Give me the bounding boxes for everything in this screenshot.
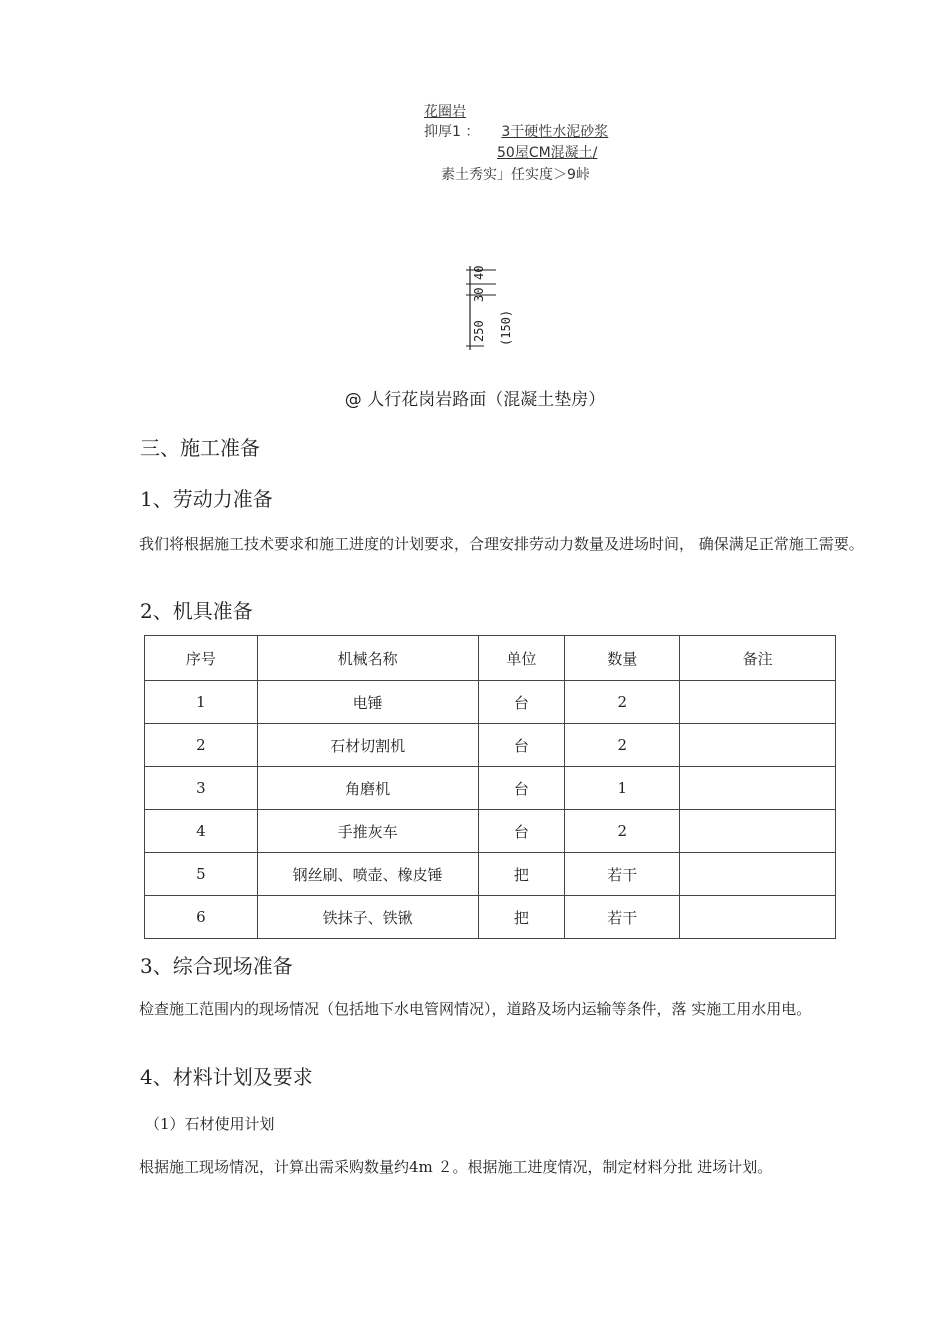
cell-index: 3 [145, 767, 258, 810]
table-row [145, 767, 836, 810]
subheading-stone: （1）石材使用计划 [145, 1115, 275, 1133]
diagram-label-mortar [424, 121, 608, 141]
cell-remark [680, 767, 836, 810]
cell-unit: 台 [478, 681, 565, 724]
dimension-drawing [460, 262, 520, 354]
cell-name: 石材切割机 [257, 724, 478, 767]
cell-index: 4 [145, 810, 258, 853]
cell-quantity: 2 [565, 724, 680, 767]
cell-quantity: 2 [565, 810, 680, 853]
diagram-label-mortar-prefix: 抑厚1 ： [424, 124, 480, 140]
table-row [145, 853, 836, 896]
dim-label-30: 30 [472, 287, 486, 302]
cell-remark [680, 681, 836, 724]
heading-site: 3、综合现场准备 [140, 954, 293, 978]
cell-name: 铁抹子、铁锹 [257, 896, 478, 939]
cell-quantity: 1 [565, 767, 680, 810]
header-index: 序号 [145, 636, 258, 681]
paragraph-labor: 我们将根据施工技术要求和施工进度的计划要求，合理安排劳动力数量及进场时间， 确保满足正常施工需要。 [139, 535, 864, 553]
cell-quantity: 若干 [565, 853, 680, 896]
paragraph-site: 检查施工范围内的现场情况（包括地下水电管网情况），道路及场内运输等条件，落 实施工用水用电。 [139, 1000, 812, 1018]
cell-name: 角磨机 [257, 767, 478, 810]
dim-label-250: 250 [472, 320, 486, 342]
diagram-label-concrete: 50屋CM混凝土/ [497, 145, 598, 161]
cell-unit: 把 [478, 853, 565, 896]
cell-unit: 台 [478, 724, 565, 767]
cell-index: 6 [145, 896, 258, 939]
diagram-label-mortar-text: 3干硬性水泥砂浆 [501, 124, 609, 140]
cell-name: 钢丝刷、喷壶、橡皮锤 [257, 853, 478, 896]
cell-name: 电锤 [257, 681, 478, 724]
equipment-table [144, 635, 836, 939]
section-title: 三、施工准备 [140, 436, 260, 460]
cell-index: 5 [145, 853, 258, 896]
header-remark: 备注 [680, 636, 836, 681]
cell-remark [680, 853, 836, 896]
cell-unit: 台 [478, 767, 565, 810]
table-row [145, 896, 836, 939]
cell-remark [680, 724, 836, 767]
header-quantity: 数量 [565, 636, 680, 681]
cell-index: 2 [145, 724, 258, 767]
cell-quantity: 若干 [565, 896, 680, 939]
table-row [145, 724, 836, 767]
paragraph-stone: 根据施工现场情况，计算出需采购数量约4m ２。根据施工进度情况，制定材料分批 进场计划。 [139, 1158, 773, 1176]
header-name: 机械名称 [257, 636, 478, 681]
dim-label-150: (150) [499, 309, 513, 346]
heading-labor: 1、劳动力准备 [140, 487, 273, 511]
dim-label-40: 40 [472, 265, 486, 280]
heading-equipment: 2、机具准备 [140, 599, 253, 623]
table-header-row [145, 636, 836, 681]
table-row [145, 681, 836, 724]
cell-index: 1 [145, 681, 258, 724]
cell-remark [680, 810, 836, 853]
table-row [145, 810, 836, 853]
cell-remark [680, 896, 836, 939]
diagram-label-soil: 素土秀实」任实度＞9峠 [441, 167, 590, 183]
header-unit: 单位 [478, 636, 565, 681]
cell-quantity: 2 [565, 681, 680, 724]
cell-name: 手推灰车 [257, 810, 478, 853]
figure-caption: @ 人行花岗岩路面（混凝土垫房） [344, 390, 606, 410]
cell-unit: 把 [478, 896, 565, 939]
diagram-label-granite: 花圈岩 [424, 104, 466, 120]
cell-unit: 台 [478, 810, 565, 853]
heading-materials: 4、材料计划及要求 [140, 1065, 313, 1089]
